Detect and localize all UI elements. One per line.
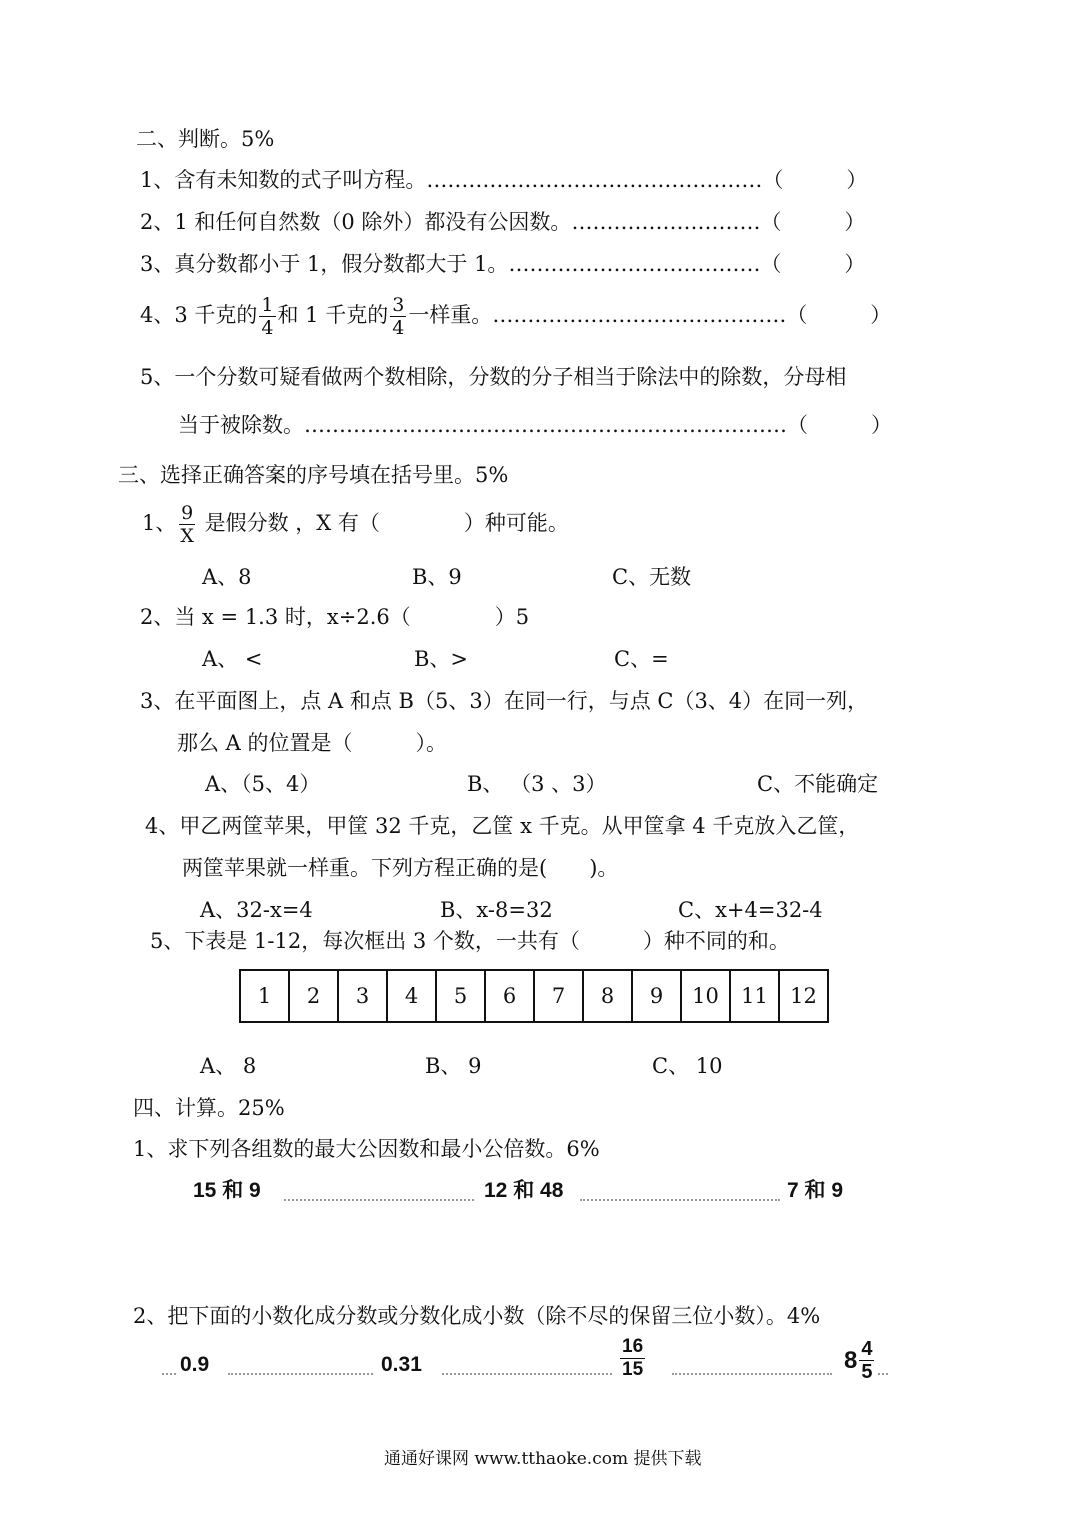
judge-item-5-line-2	[178, 412, 892, 438]
choice-q2-option-a: A、 <	[202, 647, 263, 671]
choice-q4-option-c: C、x+4=32-4	[678, 898, 823, 922]
table-row	[240, 970, 828, 1022]
judge-item-5-line-1: 5、一个分数可疑看做两个数相除，分数的分子相当于除法中的除数，分母相	[140, 365, 847, 389]
choice-q4-option-a: A、32-x=4	[200, 898, 313, 922]
table-cell: 2	[289, 970, 338, 1022]
table-cell: 3	[338, 970, 387, 1022]
choice-q5-option-a: A、 8	[200, 1054, 257, 1078]
fraction-denominator: 4	[261, 317, 274, 339]
leader-dots: …………………………………………	[426, 168, 763, 192]
calc-q2-item-3	[618, 1336, 647, 1381]
fraction-one-quarter	[259, 294, 275, 339]
fraction-numerator: 16	[622, 1336, 644, 1357]
table-cell: 5	[436, 970, 485, 1022]
fraction-numerator: 4	[861, 1338, 873, 1360]
dotted-leader	[442, 1373, 612, 1375]
section-4-title: 四、计算。25%	[133, 1096, 285, 1120]
leader-dots: ……………………………………………………………	[304, 413, 787, 437]
choice-q1-number: 1、	[142, 511, 177, 535]
fraction-numerator: 3	[392, 294, 405, 316]
choice-q3-line-1: 3、在平面图上，点 A 和点 B（5、3）在同一行，与点 C（3、4）在同一列，	[140, 689, 869, 713]
answer-paren: （ ）	[787, 413, 892, 437]
dotted-leader	[672, 1373, 832, 1375]
choice-q2-option-b: B、>	[414, 647, 469, 671]
judge-item-1-text: 1、含有未知数的式子叫方程。	[140, 168, 427, 192]
table-cell: 8	[583, 970, 632, 1022]
calc-q1-item-2: 12 和 48	[484, 1179, 564, 1202]
leader-dots: ………………………………	[508, 252, 761, 276]
judge-item-1	[140, 167, 867, 193]
choice-q1	[142, 498, 569, 548]
choice-q3-option-a: A、（5、4）	[205, 772, 321, 796]
choice-q3-option-b: B、 （3 、3）	[467, 772, 607, 796]
calc-q1: 1、求下列各组数的最大公因数和最小公倍数。6%	[133, 1137, 600, 1161]
judge-item-5-text: 当于被除数。	[178, 413, 304, 437]
judge-item-2-text: 2、1 和任何自然数（0 除外）都没有公因数。	[140, 210, 572, 234]
answer-paren: （ ）	[760, 210, 866, 234]
dotted-leader	[878, 1373, 888, 1375]
choice-q4-line-2: 两筐苹果就一样重。下列方程正确的是( )。	[182, 856, 619, 880]
section-2-title: 二、判断。5%	[136, 127, 275, 151]
choice-q2-option-c: C、=	[614, 647, 669, 671]
fraction-three-quarters	[390, 294, 406, 339]
judge-item-3-text: 3、真分数都小于 1，假分数都大于 1。	[140, 252, 509, 276]
fraction-numerator: 1	[261, 294, 274, 316]
fraction-denominator: X	[180, 525, 194, 547]
table-cell: 11	[730, 970, 779, 1022]
table-cell: 6	[485, 970, 534, 1022]
choice-q1-text: 是假分数 ，X 有（ ）种可能。	[204, 511, 569, 535]
choice-q5-option-c: C、 10	[652, 1054, 723, 1078]
leader-dots: ……………………………………	[492, 303, 787, 327]
table-cell: 9	[632, 970, 681, 1022]
answer-paren: （ ）	[762, 168, 868, 192]
calc-q2: 2、把下面的小数化成分数或分数化成小数（除不尽的保留三位小数）。4%	[133, 1304, 821, 1328]
page-footer: 通通好课网 www.tthaoke.com 提供下载	[384, 1449, 702, 1469]
calc-q2-item-4	[844, 1338, 876, 1383]
choice-q1-option-a: A、8	[202, 565, 252, 589]
calc-q1-item-3: 7 和 9	[787, 1179, 844, 1202]
judge-item-4-mid: 和 1 千克的	[277, 303, 389, 327]
dotted-leader	[162, 1373, 176, 1375]
dotted-leader	[228, 1373, 373, 1375]
judge-item-2	[140, 209, 865, 235]
choice-q3-line-2: 那么 A 的位置是（ ）。	[177, 731, 448, 755]
choice-q5-option-b: B、 9	[425, 1054, 482, 1078]
fraction-sixteen-fifteenths	[620, 1336, 645, 1381]
answer-paren: （ ）	[786, 303, 892, 327]
judge-item-4-pre: 4、3 千克的	[140, 303, 258, 327]
table-cell: 12	[779, 970, 828, 1022]
choice-q1-option-b: B、9	[412, 565, 462, 589]
choice-q5: 5、下表是 1-12，每次框出 3 个数，一共有（ ）种不同的和。	[150, 929, 790, 953]
choice-q2: 2、当 x = 1.3 时，x÷2.6（ ）5	[140, 605, 530, 629]
table-cell: 10	[681, 970, 730, 1022]
judge-item-4-post: 一样重。	[408, 303, 493, 327]
fraction-four-fifths	[859, 1338, 874, 1383]
judge-item-3	[140, 251, 865, 277]
section-3-title: 三、选择正确答案的序号填在括号里。5%	[118, 463, 509, 487]
choice-q4-line-1: 4、甲乙两筐苹果，甲筐 32 千克，乙筐 x 千克。从甲筐拿 4 千克放入乙筐，	[145, 814, 860, 838]
dotted-leader	[284, 1199, 474, 1201]
leader-dots: ………………………	[571, 210, 761, 234]
judge-item-4	[140, 290, 891, 340]
mixed-whole: 8	[844, 1346, 858, 1374]
dotted-leader	[580, 1199, 780, 1201]
choice-q3-option-c: C、不能确定	[757, 772, 879, 796]
table-cell: 4	[387, 970, 436, 1022]
table-cell: 1	[240, 970, 289, 1022]
fraction-numerator: 9	[181, 502, 194, 524]
answer-paren: （ ）	[760, 252, 866, 276]
choice-q4-option-b: B、x-8=32	[440, 898, 553, 922]
fraction-nine-over-x	[178, 502, 196, 547]
fraction-denominator: 4	[392, 317, 405, 339]
calc-q1-item-1: 15 和 9	[193, 1179, 261, 1202]
fraction-denominator: 5	[861, 1361, 873, 1383]
table-cell: 7	[534, 970, 583, 1022]
calc-q2-item-1: 0.9	[180, 1353, 210, 1376]
fraction-denominator: 15	[622, 1359, 644, 1380]
choice-q1-option-c: C、无数	[612, 565, 692, 589]
number-table	[239, 969, 829, 1023]
calc-q2-item-2: 0.31	[381, 1353, 422, 1376]
